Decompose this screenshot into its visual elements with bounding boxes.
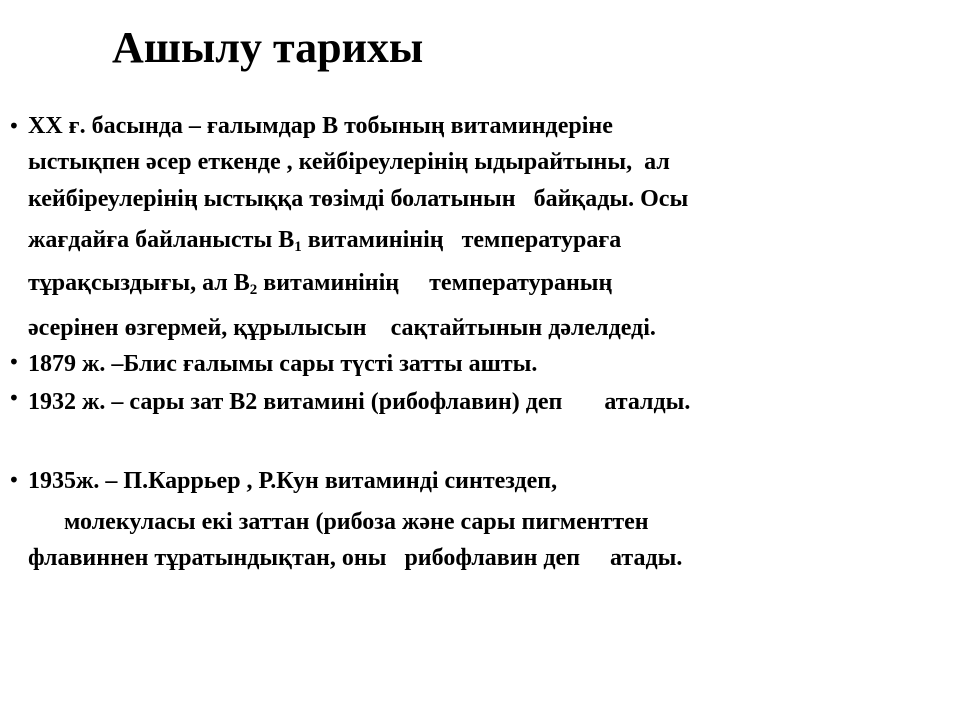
bullet-icon bbox=[8, 360, 18, 370]
item-1-line-6: әсерінен өзгермей, құрылысын сақтайтынын дәлелдеді. bbox=[28, 315, 656, 341]
item-2-line-1: 1879 ж. –Блис ғалымы сары түсті затты ашты. bbox=[28, 351, 538, 377]
subscript-1: 1 bbox=[294, 239, 302, 255]
item-1-line-2: ыстықпен әсер еткенде , кейбіреулерінің ыдырайтыны, ал bbox=[28, 149, 670, 175]
item-1-line-1: ХХ ғ. басында – ғалымдар В тобының витаминдеріне bbox=[28, 113, 613, 139]
item-1-line-5-text-a: тұрақсыздығы, ал В bbox=[28, 270, 250, 296]
item-4-line-2: молекуласы екі заттан (рибоза және сары пигменттен bbox=[28, 509, 649, 535]
item-1-line-3: кейбіреулерінің ыстыққа төзімді болатынын байқады. Осы bbox=[28, 186, 689, 212]
item-1-line-5-text-b: витаминінің температураның bbox=[257, 270, 613, 296]
item-1-line-4-text-a: жағдайға байланысты В bbox=[28, 227, 295, 253]
bullet-icon bbox=[8, 124, 18, 134]
bullet-icon bbox=[8, 478, 18, 488]
slide-title: Ашылу тарихы bbox=[112, 23, 424, 72]
bullet-icon bbox=[8, 396, 18, 406]
item-3-line-1: 1932 ж. – сары зат В2 витамині (рибофлавин) деп аталды. bbox=[28, 389, 691, 415]
item-1-line-4-text-b: витаминінің температураға bbox=[301, 227, 622, 253]
item-1-line-5 bbox=[28, 269, 612, 297]
subscript-2: 2 bbox=[249, 282, 258, 298]
item-4-line-1: 1935ж. – П.Каррьер , Р.Кун витаминді синтездеп, bbox=[28, 468, 558, 494]
item-4-line-3: флавиннен тұратындықтан, оны рибофлавин деп атады. bbox=[28, 545, 683, 571]
item-1-line-4 bbox=[28, 226, 621, 254]
